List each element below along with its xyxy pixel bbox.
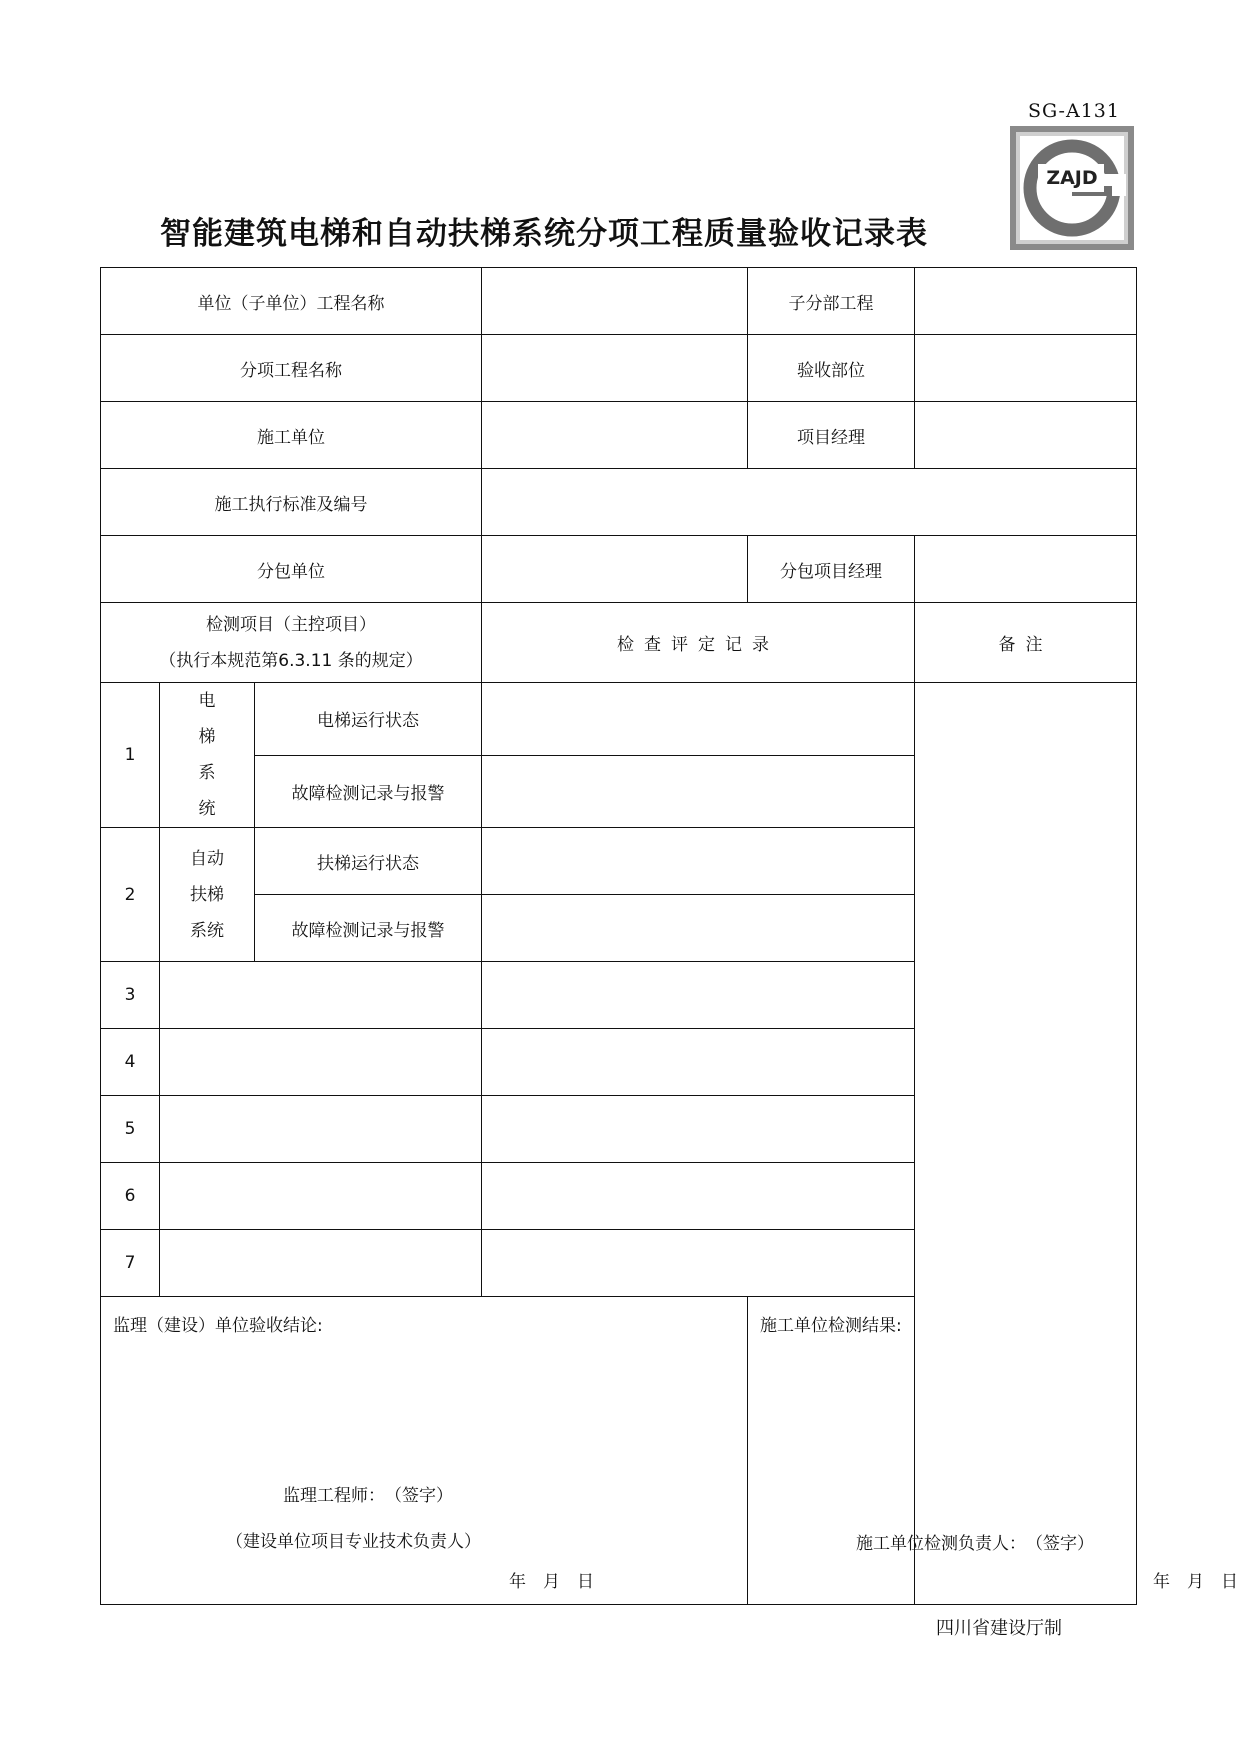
label-subcontractor: 分包单位 [101,536,482,603]
check-item-label: 电梯运行状态 [255,683,482,756]
label-sub-project-manager: 分包项目经理 [748,536,915,603]
record-cell[interactable] [482,1029,915,1096]
check-item-label: 扶梯运行状态 [255,828,482,895]
row-number: 1 [101,683,160,828]
info-row-unit [101,268,1137,335]
check-row [101,683,1137,756]
label-unit-project-name: 单位（子单位）工程名称 [101,268,482,335]
check-item-label: 故障检测记录与报警 [255,755,482,828]
record-cell[interactable] [482,1096,915,1163]
header-record: 检查评定记录 [482,603,915,683]
header-remark: 备注 [915,603,1137,683]
group-label-elevator: 电 梯 系 统 [160,683,255,828]
header-items-line1: 检测项目（主控项目） [206,614,377,635]
supervision-date: 年 月 日 [509,1572,594,1592]
input-construction-unit[interactable] [482,402,748,469]
logo-text: ZAJD [1046,167,1098,189]
record-cell[interactable] [482,1163,915,1230]
input-sub-project-manager[interactable] [915,536,1137,603]
page-title: 智能建筑电梯和自动扶梯系统分项工程质量验收记录表 [160,216,928,252]
check-header-row [101,603,1137,683]
header-check-items [101,603,482,683]
check-item-cell[interactable] [160,1096,482,1163]
label-project-manager: 项目经理 [748,402,915,469]
row-number: 7 [101,1230,160,1297]
supervision-title: 监理（建设）单位验收结论: [113,1316,323,1336]
input-standard[interactable] [482,469,1137,536]
row-number: 6 [101,1163,160,1230]
construction-result-title: 施工单位检测结果: [760,1316,902,1336]
check-item-cell[interactable] [160,1230,482,1297]
input-item-project-name[interactable] [482,335,748,402]
label-construction-unit: 施工单位 [101,402,482,469]
header-items-line2: （执行本规范第6.3.11 条的规定） [159,650,423,671]
acceptance-form-table [100,267,1239,1605]
check-item-cell[interactable] [160,1163,482,1230]
record-cell[interactable] [482,1230,915,1297]
check-item-cell[interactable] [160,962,482,1029]
input-unit-project-name[interactable] [482,268,748,335]
row-number: 5 [101,1096,160,1163]
input-subcontractor[interactable] [482,536,748,603]
record-cell[interactable] [482,828,915,895]
record-cell[interactable] [482,683,915,756]
record-cell[interactable] [482,755,915,828]
owner-rep-sign: （建设单位项目专业技术负责人） [226,1532,481,1552]
check-item-label: 故障检测记录与报警 [255,895,482,962]
supervision-conclusion-cell[interactable] [101,1297,748,1605]
construction-leader-sign: 施工单位检测负责人： （签字） [856,1534,1095,1554]
construction-result-cell[interactable] [748,1297,1239,1605]
label-sub-division: 子分部工程 [748,268,915,335]
record-cell[interactable] [482,962,915,1029]
input-sub-division[interactable] [915,268,1137,335]
check-item-cell[interactable] [160,1029,482,1096]
construction-date: 年 月 日 [1153,1572,1239,1592]
row-number: 2 [101,828,160,962]
supervision-engineer-sign: 监理工程师： （签字） [283,1486,453,1506]
form-code: SG-A131 [1028,100,1120,122]
label-standard: 施工执行标准及编号 [101,469,482,536]
label-item-project-name: 分项工程名称 [101,335,482,402]
record-cell[interactable] [482,895,915,962]
signature-row [101,1297,1137,1605]
row-number: 4 [101,1029,160,1096]
info-row-standard [101,469,1137,536]
row-number: 3 [101,962,160,1029]
input-acceptance-part[interactable] [915,335,1137,402]
info-row-construction [101,402,1137,469]
info-row-subcontractor [101,536,1137,603]
footer-issuer: 四川省建设厅制 [936,1618,1062,1639]
info-row-item [101,335,1137,402]
zajd-logo [1010,126,1134,250]
group-label-escalator: 自动 扶梯 系统 [160,828,255,962]
input-project-manager[interactable] [915,402,1137,469]
label-acceptance-part: 验收部位 [748,335,915,402]
